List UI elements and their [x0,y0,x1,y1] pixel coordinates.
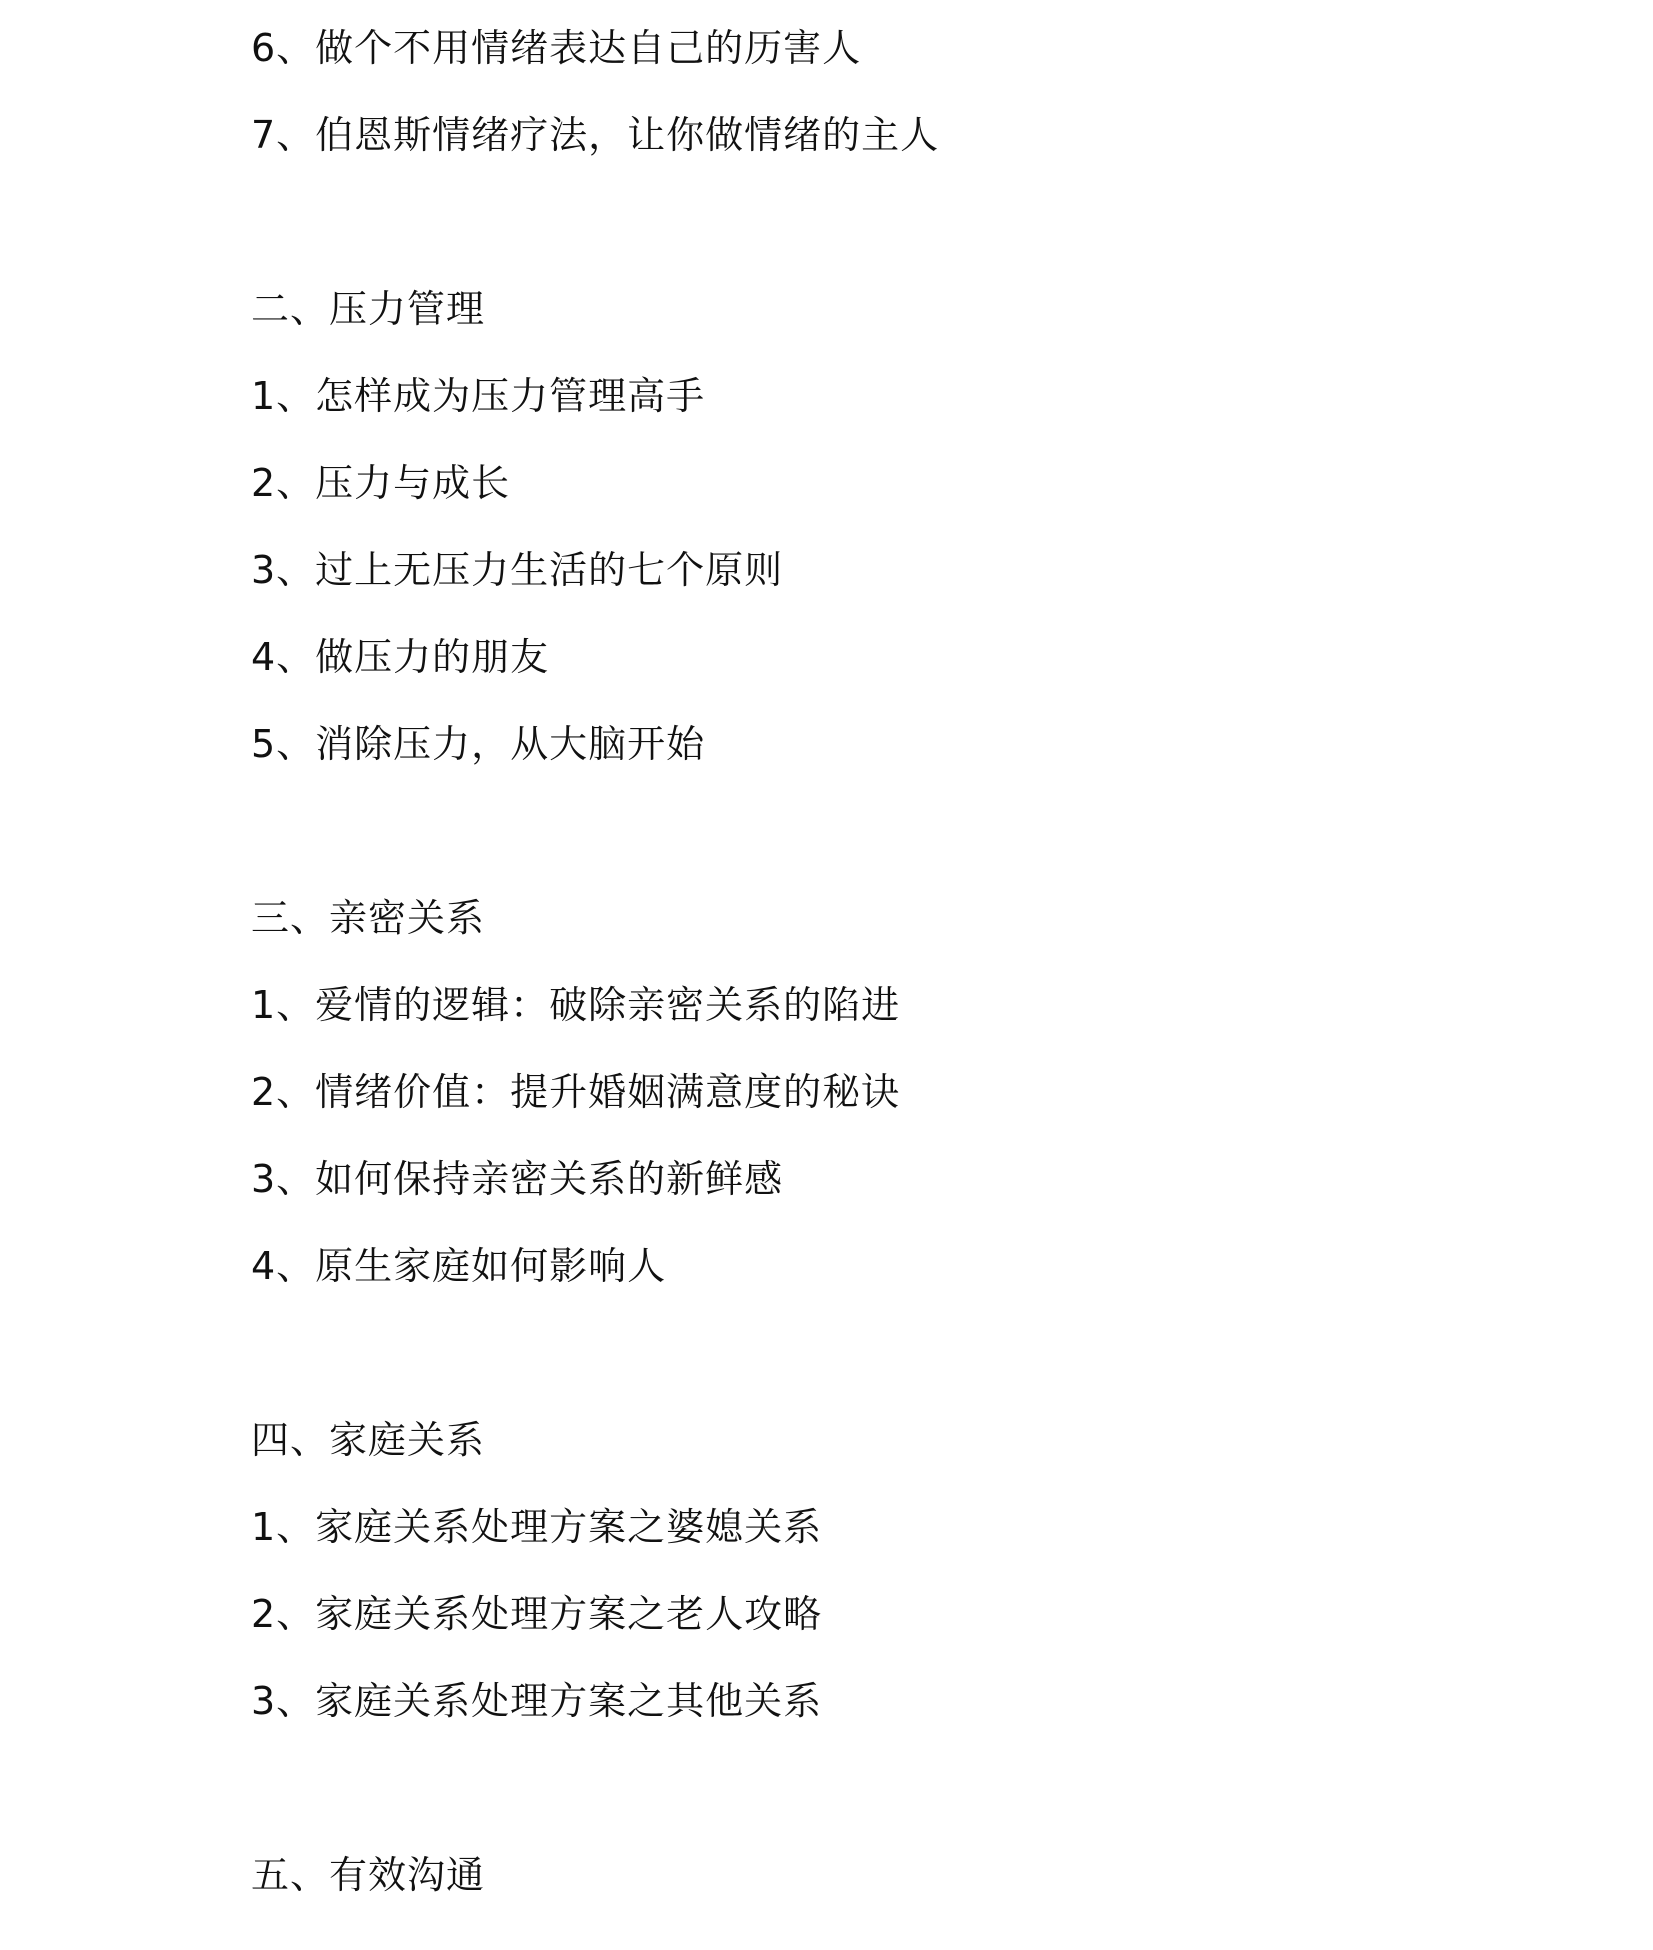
section-heading: 三、亲密关系 [251,896,486,940]
list-item: 4、原生家庭如何影响人 [251,1244,667,1288]
list-item: 1、怎样成为压力管理高手 [251,374,706,418]
list-item: 7、伯恩斯情绪疗法，让你做情绪的主人 [251,113,940,157]
list-item: 3、如何保持亲密关系的新鲜感 [251,1157,784,1201]
list-item: 6、做个不用情绪表达自己的历害人 [251,26,862,70]
list-item: 4、做压力的朋友 [251,635,550,679]
section-heading: 二、压力管理 [251,287,486,331]
list-item: 2、家庭关系处理方案之老人攻略 [251,1592,823,1636]
list-item: 1、爱情的逻辑：破除亲密关系的陷进 [251,983,901,1027]
section-heading: 四、家庭关系 [251,1418,486,1462]
list-item: 5、消除压力，从大脑开始 [251,722,706,766]
section-heading: 五、有效沟通 [251,1853,486,1897]
list-item: 2、情绪价值：提升婚姻满意度的秘诀 [251,1070,901,1114]
list-item: 2、压力与成长 [251,461,511,505]
list-item: 3、过上无压力生活的七个原则 [251,548,784,592]
list-item: 3、家庭关系处理方案之其他关系 [251,1679,823,1723]
list-item: 1、家庭关系处理方案之婆媳关系 [251,1505,823,1549]
